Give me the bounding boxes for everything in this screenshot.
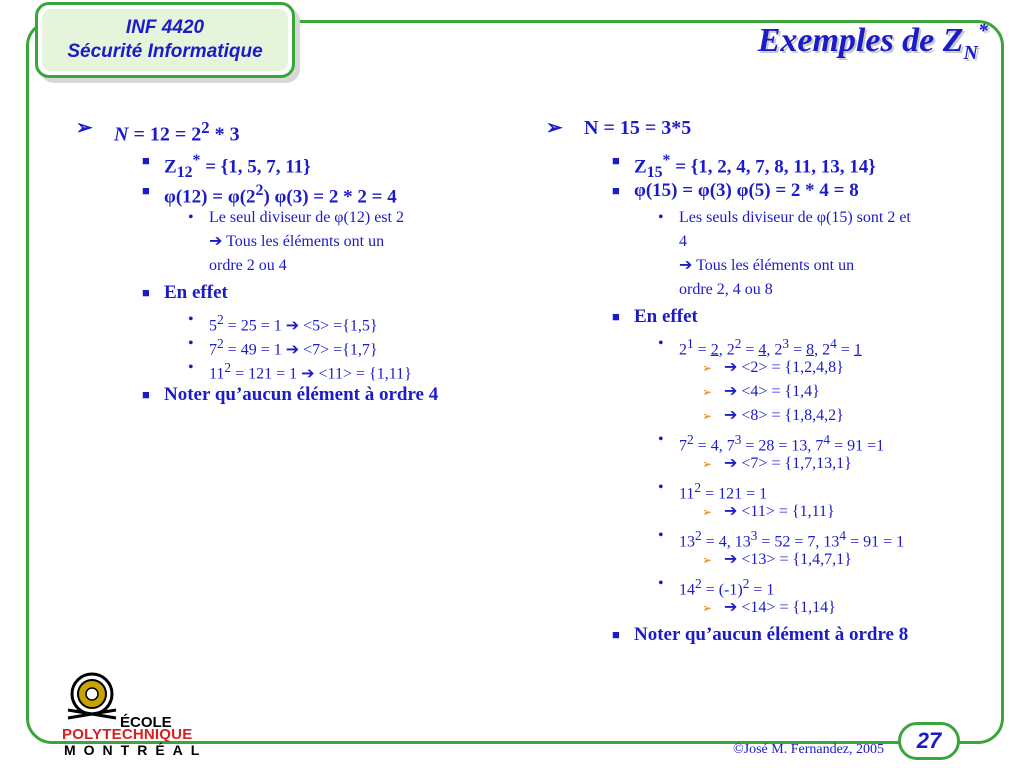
list-item: • $14^2 = (-1)^2 = 1$ [544,572,984,596]
dot-bullet-icon: • [658,575,664,592]
right-column [544,112,984,650]
arrow-bullet-icon: ➢ [702,385,713,399]
page-number: 27 [916,728,942,753]
dot-bullet-icon: • [188,335,194,352]
square-bullet-icon: ■ [612,309,620,324]
square-bullet-icon: ■ [612,153,620,168]
dot-bullet-icon: • [188,359,194,376]
course-code: INF 4420 [125,17,205,38]
dot-bullet-icon: • [658,479,664,496]
list-item: • $7^2 = 49 = 1$ ➔ <7> ={1,7} [74,332,514,356]
course-box [35,2,295,78]
logo-polytechnique: POLYTECHNIQUE [62,726,193,743]
left-column [74,112,514,410]
logo-montreal: MONTRÉAL [64,742,208,758]
dot-bullet-icon: • [658,431,664,448]
page-number-badge [898,722,960,760]
list-item: • $11^2 = 121 = 1$ ➔ <11> = {1,11} [74,356,514,380]
list-item: • Le seul diviseur de φ(12) est 2 [74,206,514,230]
list-item: ■ En effet [544,302,984,332]
list-item-continuation: ordre 2, 4 ou 8 [679,281,773,298]
list-item: ➢ ➔ <4> = {1,4} [544,380,984,404]
list-item: ■ En effet [74,278,514,308]
slide-title: Exemples de $Z_N^*$ [757,20,988,64]
list-item: ➢ ➔ <7> = {1,7,13,1} [544,452,984,476]
arrow-bullet-icon: ➢ [702,457,713,471]
arrow-bullet-icon: ➢ [76,117,93,139]
list-item: • $13^2 = 4$, $13^3 = 52 = 7$, $13^4 = 91 = 1$ [544,524,984,548]
list-item: ➢ ➔ <13> = {1,4,7,1} [544,548,984,572]
arrow-bullet-icon: ➢ [546,117,563,139]
dot-bullet-icon: • [658,335,664,352]
list-item: ■ $\varphi(12) = \varphi(2^2) \varphi(3) = 2 * 2 = 4$ [74,176,514,206]
square-bullet-icon: ■ [142,285,150,300]
list-item: • $7^2 = 4$, $7^3 = 28 = 13$, $7^4 = 91 =1$ [544,428,984,452]
dot-bullet-icon: • [188,311,194,328]
arrow-bullet-icon: ➢ [702,601,713,615]
square-bullet-icon: ■ [612,183,620,198]
school-logo [62,672,222,762]
list-item: ➢ ➔ <14> = {1,14} [544,596,984,620]
list-item: ■ $Z_{15}^* = \{1$, 2, 4, 7, 8, 11, 13, 14} [544,146,984,176]
dot-bullet-icon: • [658,209,664,226]
dot-bullet-icon: • [658,527,664,544]
list-item: • $2^1 = 2$, $2^2 = 4$, $2^3 = 8$, $2^4 = 1$ [544,332,984,356]
list-item: ➢ ➔ <11> = {1,11} [544,500,984,524]
square-bullet-icon: ■ [612,627,620,642]
list-item: • $5^2 = 25 = 1$ ➔ <5> ={1,5} [74,308,514,332]
list-item: ■ $Z_{12}^* = \{1$, 5, 7, 11} [74,146,514,176]
list-item: ■ φ(15) = φ(3) φ(5) = 2 * 4 = 8 [544,176,984,206]
arrow-bullet-icon: ➢ [702,409,713,423]
square-bullet-icon: ■ [142,153,150,168]
list-item: ➢ $N = 12 = 2^2 * 3$ [74,112,514,146]
list-item: ➢ N = 15 = 3*5 [544,112,984,146]
list-item-continuation: 4 [679,233,687,250]
list-item: ➢ ➔ <8> = {1,8,4,2} [544,404,984,428]
square-bullet-icon: ■ [142,183,150,198]
arrow-bullet-icon: ➢ [702,553,713,567]
list-item-continuation: ➔ Tous les éléments ont un [679,257,855,274]
list-item: • $11^2 = 121 = 1$ [544,476,984,500]
list-item: ■ Noter qu’aucun élément à ordre 8 [544,620,984,650]
arrow-bullet-icon: ➢ [702,361,713,375]
dot-bullet-icon: • [188,209,194,226]
list-item: • Les seuls diviseur de φ(15) sont 2 et [544,206,984,230]
copyright: ©José M. Fernandez, 2005 [733,742,884,757]
arrow-bullet-icon: ➢ [702,505,713,519]
course-name: Sécurité Informatique [67,41,263,62]
list-item: ➢ ➔ <2> = {1,2,4,8} [544,356,984,380]
square-bullet-icon: ■ [142,387,150,402]
list-item: ■ Noter qu’aucun élément à ordre 4 [74,380,514,410]
logo-ecole: ÉCOLE [120,714,172,731]
list-item-continuation: ➔ Tous les éléments ont un [209,233,385,250]
list-item-continuation: ordre 2 ou 4 [209,257,287,274]
